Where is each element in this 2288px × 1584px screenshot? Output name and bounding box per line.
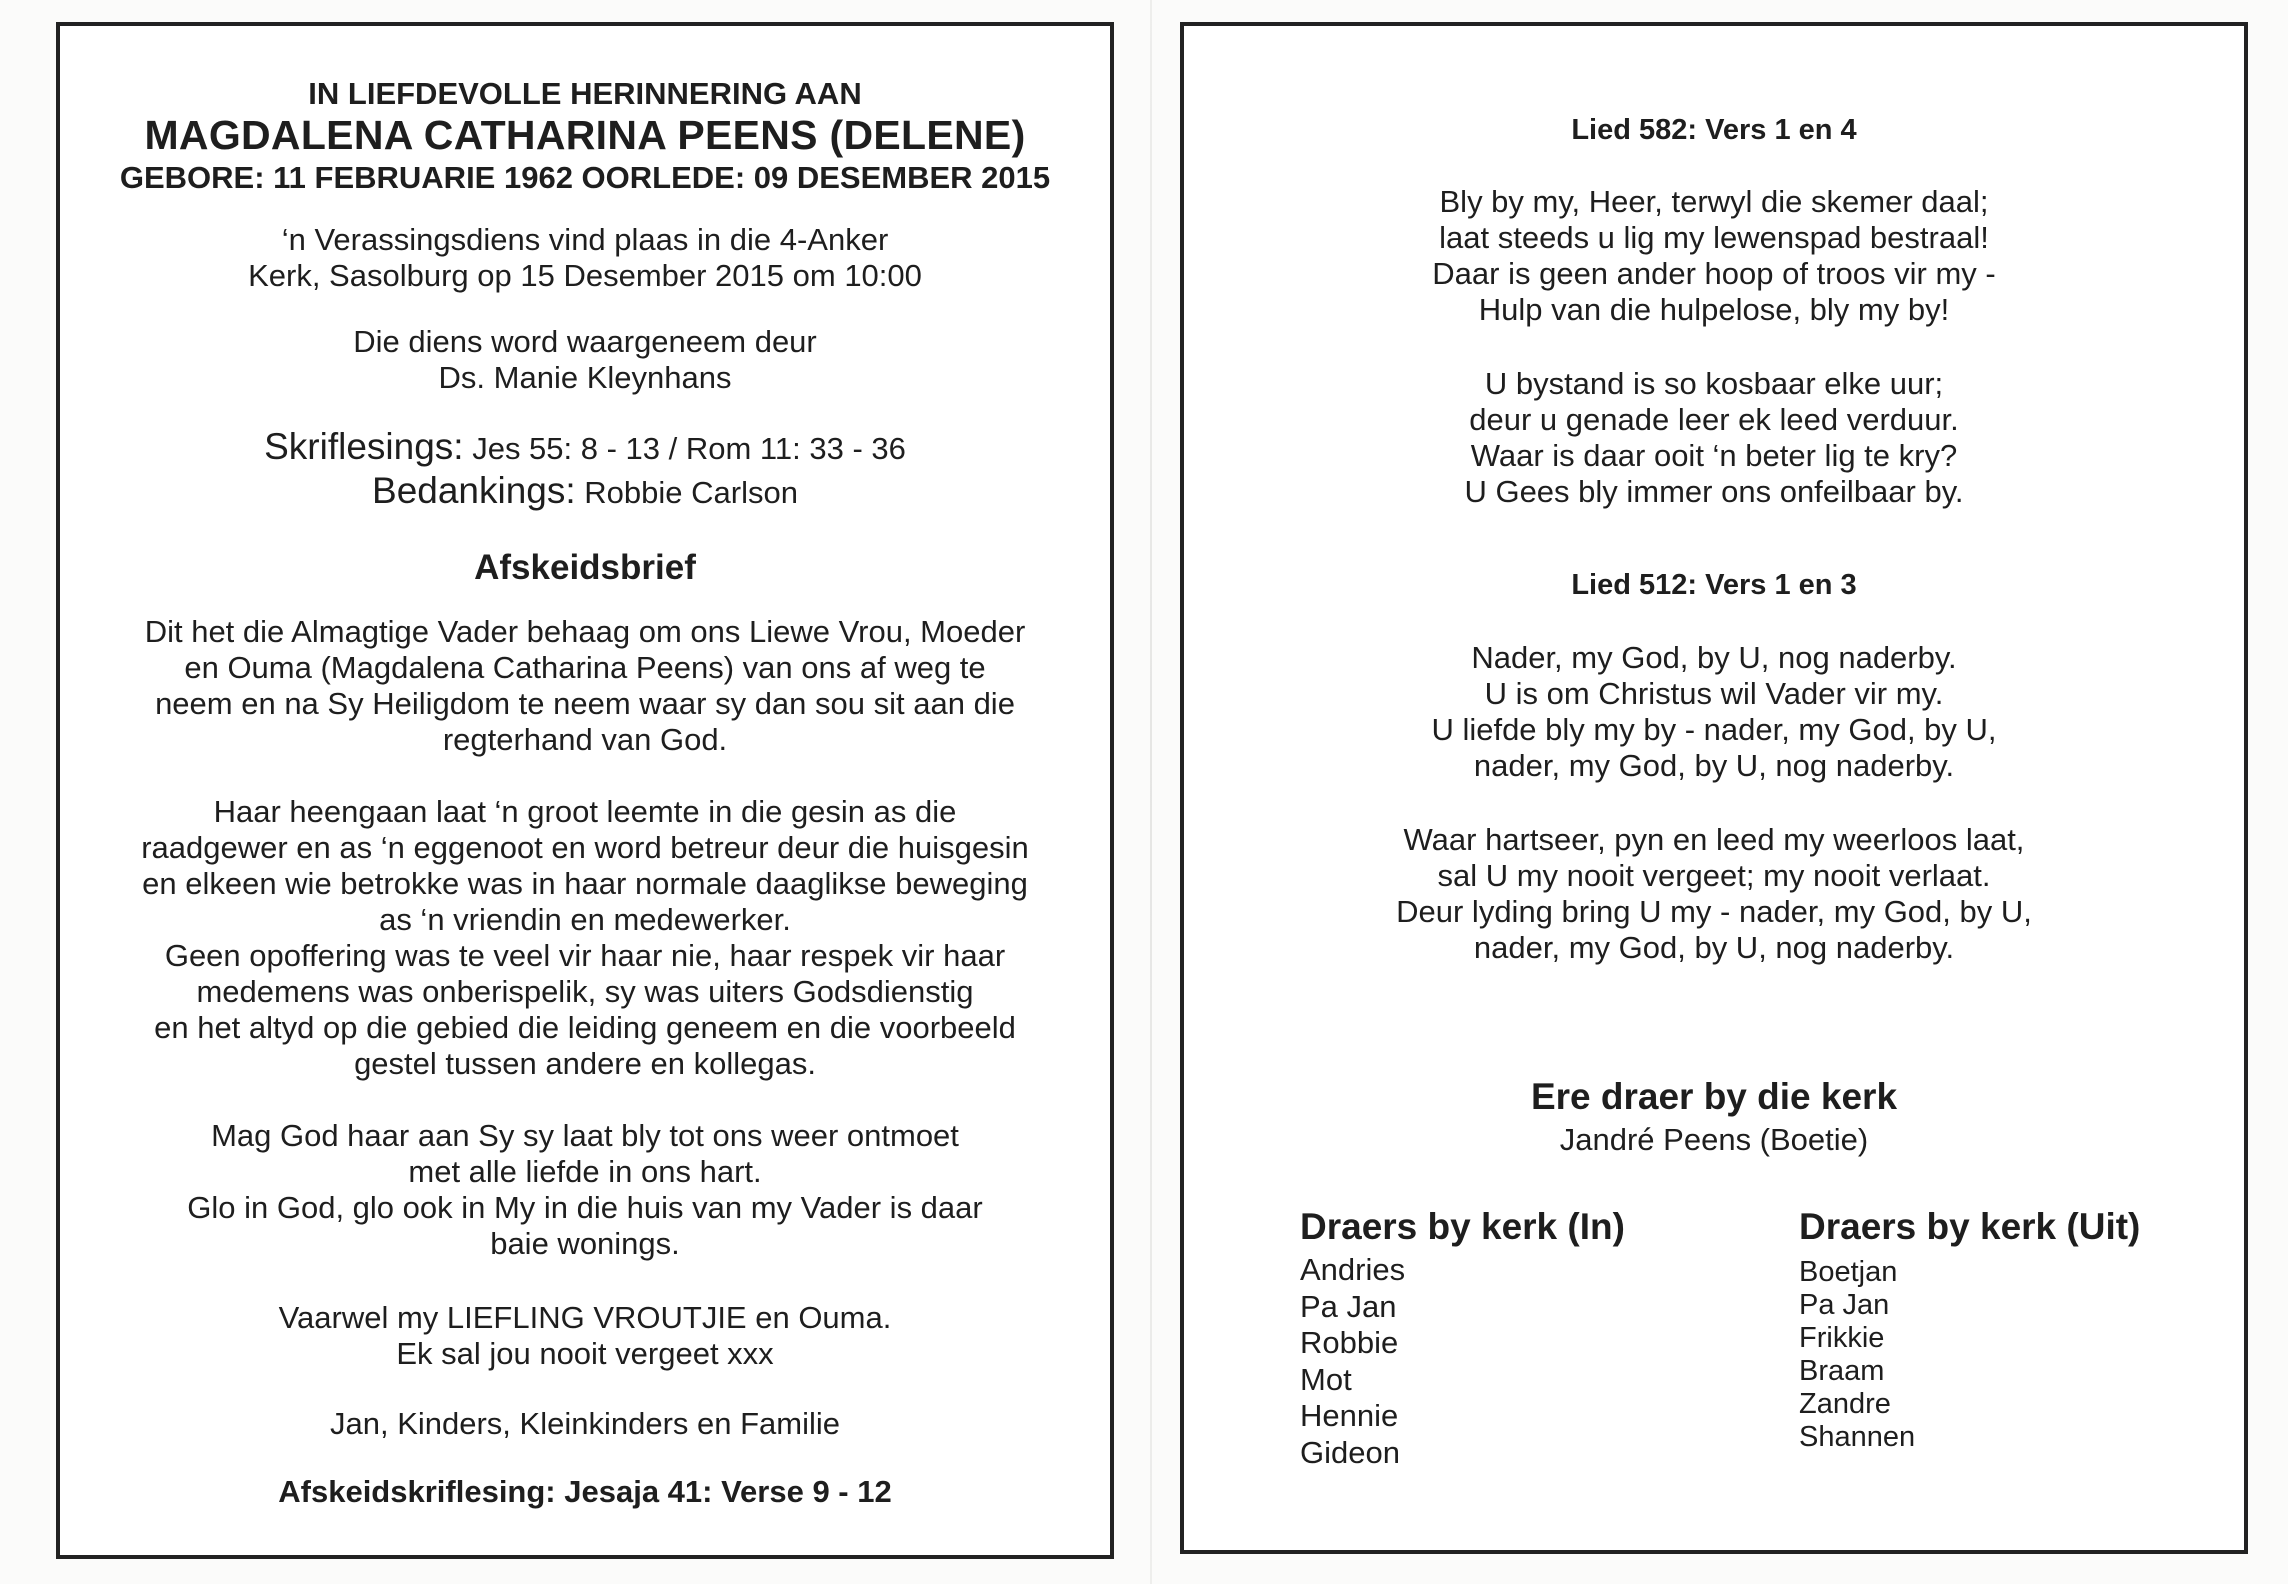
- readings-value: Jes 55: 8 - 13 / Rom 11: 33 - 36: [472, 431, 906, 466]
- readings-row: [60, 426, 1110, 470]
- list-item: Gideon: [1300, 1434, 1400, 1470]
- letter-line: baie wonings.: [490, 1226, 680, 1261]
- verse-line: Waar is daar ooit ‘n beter lig te kry?: [1470, 438, 1958, 473]
- honor-bearer-name: Jandré Peens (Boetie): [1559, 1122, 1869, 1157]
- verse-line: U bystand is so kosbaar elke uur;: [1484, 366, 1944, 401]
- bearers-out-title: Draers by kerk (Uit): [1799, 1206, 2141, 1247]
- bearers-in-title: Draers by kerk (In): [1300, 1206, 1625, 1247]
- honor-bearer-title: Ere draer by die kerk: [1530, 1076, 1898, 1117]
- bearers-out: [1799, 1206, 2140, 1454]
- hymn-1-verse-2: [1184, 366, 2244, 510]
- letter-line: regterhand van God.: [442, 722, 728, 757]
- list-item: Boetjan: [1799, 1256, 1898, 1288]
- letter-line: raadgewer en as ‘n eggenoot en word betreur deur die huisgesin: [141, 830, 1029, 865]
- letter-line: gestel tussen andere en kollegas.: [354, 1046, 816, 1081]
- letter-line: en Ouma (Magdalena Catharina Peens) van ons af weg te: [184, 650, 986, 685]
- list-item: Robbie: [1300, 1325, 1399, 1360]
- deceased-name: MAGDALENA CATHARINA PEENS (DELENE): [144, 112, 1026, 158]
- list-item: Hennie: [1300, 1398, 1399, 1433]
- officiant-info: [60, 324, 1110, 396]
- service-line: ‘n Verassingsdiens vind plaas in die 4-Anker: [281, 222, 889, 257]
- verse-line: Daar is geen ander hoop of troos vir my -: [1432, 256, 1996, 291]
- list-item: Zandre: [1799, 1388, 1891, 1420]
- verse-line: U is om Christus wil Vader vir my.: [1484, 676, 1944, 711]
- left-page: [56, 22, 1114, 1559]
- verse-line: U liefde bly my by - nader, my God, by U,: [1431, 712, 1997, 747]
- hymn-1-title: Lied 582: Vers 1 en 4: [1571, 114, 1857, 146]
- verse-line: nader, my God, by U, nog naderby.: [1473, 930, 1955, 965]
- family-signature: Jan, Kinders, Kleinkinders en Familie: [329, 1406, 841, 1441]
- list-item: Shannen: [1799, 1421, 1916, 1453]
- hymn-2-title: Lied 512: Vers 1 en 3: [1571, 569, 1857, 601]
- letter-line: en het altyd op die gebied die leiding geneem en die voorbeeld: [154, 1010, 1016, 1045]
- farewell-line: Vaarwel my LIEFLING VROUTJIE en Ouma.: [278, 1300, 892, 1335]
- readings-block: [60, 426, 1110, 514]
- verse-line: Hulp van die hulpelose, bly my by!: [1478, 292, 1950, 327]
- letter-title: Afskeidsbrief: [474, 548, 696, 587]
- letter-line: neem en na Sy Heiligdom te neem waar sy dan sou sit aan die: [155, 686, 1015, 721]
- page-fold: [1150, 0, 1152, 1584]
- thanks-row: [60, 470, 1110, 514]
- letter-line: Haar heengaan laat ‘n groot leemte in die gesin as die: [213, 794, 957, 829]
- bearers-out-list: [1799, 1256, 2140, 1454]
- officiant-line: Ds. Manie Kleynhans: [438, 360, 732, 395]
- letter-line: met alle liefde in ons hart.: [408, 1154, 762, 1189]
- letter-line: Geen opoffering was te veel vir haar nie, haar respek vir haar: [164, 938, 1006, 973]
- hymn-2-verse-2: [1184, 822, 2244, 966]
- list-item: Frikkie: [1799, 1322, 1885, 1354]
- hymn-1-verse-1: [1184, 184, 2244, 328]
- right-page: [1180, 22, 2248, 1554]
- verse-line: Nader, my God, by U, nog naderby.: [1471, 640, 1957, 675]
- officiant-line: Die diens word waargeneem deur: [353, 324, 817, 359]
- verse-line: nader, my God, by U, nog naderby.: [1473, 748, 1955, 783]
- verse-line: laat steeds u lig my lewenspad bestraal!: [1439, 220, 1989, 255]
- letter-line: en elkeen wie betrokke was in haar normale daaglikse beweging: [142, 866, 1028, 901]
- letter-line: Dit het die Almagtige Vader behaag om ons Liewe Vrou, Moeder: [144, 614, 1026, 649]
- letter-line: Mag God haar aan Sy sy laat bly tot ons weer ontmoet: [211, 1118, 959, 1153]
- letter-paragraph-3: [60, 1118, 1110, 1262]
- bearers-in: [1300, 1206, 1625, 1471]
- memorial-heading: IN LIEFDEVOLLE HERINNERING AAN: [308, 76, 862, 111]
- thanks-label: Bedankings:: [372, 470, 576, 511]
- list-item: Pa Jan: [1300, 1288, 1397, 1324]
- letter-line: medemens was onberispelik, sy was uiters Godsdienstig: [196, 974, 974, 1009]
- verse-line: deur u genade leer ek leed verduur.: [1469, 402, 1959, 437]
- verse-line: sal U my nooit vergeet; my nooit verlaat.: [1437, 858, 1991, 893]
- list-item: Andries: [1300, 1252, 1406, 1287]
- farewell: [60, 1300, 1110, 1372]
- list-item: Pa Jan: [1799, 1289, 1890, 1321]
- list-item: Braam: [1799, 1355, 1885, 1387]
- letter-line: as ‘n vriendin en medewerker.: [379, 902, 791, 937]
- list-item: Mot: [1300, 1361, 1352, 1397]
- verse-line: Waar hartseer, pyn en leed my weerloos laat,: [1403, 822, 2025, 857]
- letter-paragraph-2: [60, 794, 1110, 1082]
- thanks-value: Robbie Carlson: [584, 475, 798, 510]
- service-line: Kerk, Sasolburg op 15 Desember 2015 om 10:00: [248, 258, 922, 293]
- readings-label: Skriflesings:: [264, 426, 464, 467]
- verse-line: U Gees bly immer ons onfeilbaar by.: [1464, 474, 1964, 509]
- letter-paragraph-1: [60, 614, 1110, 758]
- bearers-in-list: [1300, 1252, 1625, 1471]
- service-info: [60, 222, 1110, 294]
- verse-line: Deur lyding bring U my - nader, my God, by U,: [1396, 894, 2032, 929]
- life-dates: GEBORE: 11 FEBRUARIE 1962 OORLEDE: 09 DESEMBER 2015: [119, 160, 1051, 195]
- closing-reading: Afskeidskriflesing: Jesaja 41: Verse 9 - 12: [278, 1474, 892, 1509]
- verse-line: Bly by my, Heer, terwyl die skemer daal;: [1439, 184, 1989, 219]
- letter-line: Glo in God, glo ook in My in die huis van my Vader is daar: [187, 1190, 983, 1225]
- farewell-line: Ek sal jou nooit vergeet xxx: [396, 1336, 774, 1371]
- hymn-2-verse-1: [1184, 640, 2244, 784]
